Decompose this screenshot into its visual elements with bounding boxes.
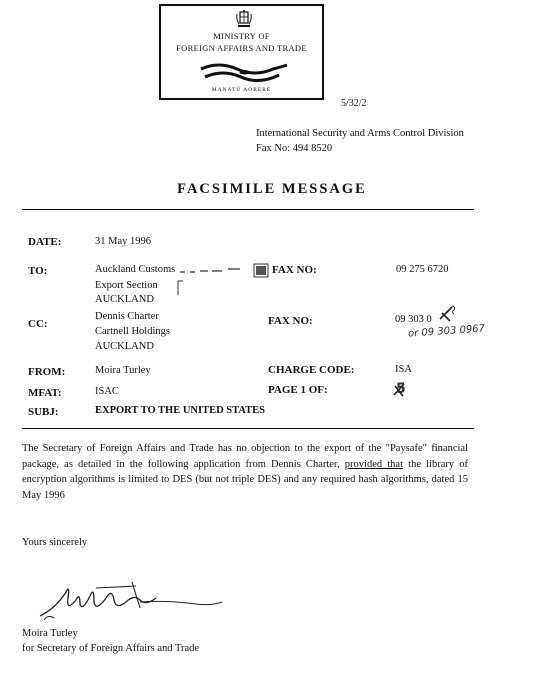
mfat-value: ISAC: [95, 386, 119, 397]
wave-emblem-icon: [199, 59, 289, 85]
mfat-label: MFAT:: [28, 387, 62, 399]
ministry-name-line1: MINISTRY OF: [213, 31, 270, 41]
file-reference: 5/32/2: [341, 98, 367, 109]
subject-label: SUBJ:: [28, 406, 59, 418]
to-fax-value: 09 275 6720: [396, 264, 449, 275]
handwritten-signature: [36, 578, 226, 622]
message-body: [22, 441, 468, 503]
cc-fax-value: 09 303 0: [395, 314, 432, 325]
handwritten-correction: [438, 303, 460, 325]
cc-line-3: AUCKLAND: [95, 341, 154, 352]
cc-fax-handwritten: or 09 303 0967: [407, 323, 486, 340]
signatory-name: Moira Turley: [22, 628, 78, 639]
cc-label: CC:: [28, 318, 48, 330]
crossed-out-mark: [392, 381, 406, 399]
cc-line-1: Dennis Charter: [95, 311, 159, 322]
from-value: Moira Turley: [95, 365, 151, 376]
cc-line-2: Cartnell Holdings: [95, 326, 170, 337]
page-count-label: PAGE 1 OF:: [268, 384, 328, 396]
from-label: FROM:: [28, 366, 66, 378]
charge-code-label: CHARGE CODE:: [268, 364, 355, 376]
body-text-part2: the library of encryption algorithms is limited to DES (but not triple DES) and any required hash algorithms, dated 15 May 1996: [22, 458, 469, 501]
date-label: DATE:: [28, 236, 62, 248]
page-count-handwritten: 5: [396, 381, 406, 397]
body-text-part1: The Secretary of Foreign Affairs and Trade has no objection to the export of the "Paysafe" financial package, as detailed in the following application from Dennis Charter,: [22, 443, 468, 470]
ministry-name-line2: FOREIGN AFFAIRS AND TRADE: [176, 43, 307, 53]
coat-of-arms-icon: [235, 10, 253, 28]
cc-fax-label: FAX NO:: [268, 315, 313, 327]
ministry-letterhead: [159, 4, 324, 100]
subject-value: EXPORT TO THE UNITED STATES: [95, 405, 266, 416]
divider-bottom: [22, 428, 474, 429]
to-line-3: AUCKLAND: [95, 294, 154, 305]
to-fax-label: FAX NO:: [272, 264, 317, 276]
signatory-role: for Secretary of Foreign Affairs and Trade: [22, 643, 200, 654]
charge-code-value: ISA: [395, 364, 412, 375]
to-line-2: Export Section: [95, 280, 158, 291]
sender-division: International Security and Arms Control Division: [256, 128, 464, 139]
date-value: 31 May 1996: [95, 236, 151, 247]
divider-top: [22, 209, 474, 210]
maori-ministry-name: MANATŪ AORERE: [211, 87, 272, 93]
redaction-marks: [176, 263, 272, 299]
document-title: FACSIMILE MESSAGE: [177, 181, 367, 197]
sender-fax-number: Fax No: 494 8520: [256, 143, 333, 154]
body-underlined-phrase: provided that: [344, 458, 403, 470]
to-line-1: Auckland Customs: [95, 264, 176, 275]
closing-salutation: Yours sincerely: [22, 537, 88, 548]
to-label: TO:: [28, 265, 48, 277]
